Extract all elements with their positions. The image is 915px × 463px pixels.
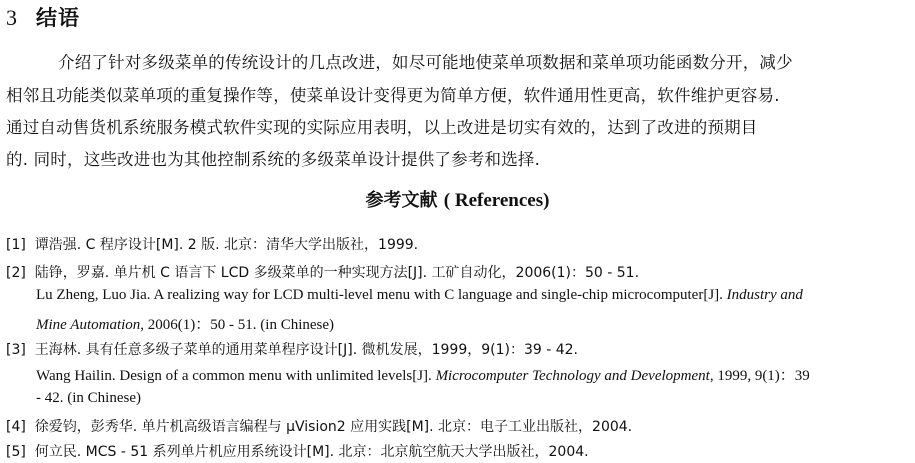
reference-2-en-text: Lu Zheng, Luo Jia. A realizing way for LCD multi-level menu with C language and single-chip microcomputer[J]. [36, 287, 723, 303]
reference-2-english-line-2 [36, 313, 334, 334]
reference-5-text: 何立民. MCS - 51 系列单片机应用系统设计[M]. 北京：北京航空航天大学出版社，2004. [34, 444, 589, 460]
section-number: 3 [6, 5, 18, 30]
reference-2-en-journal-cont: Mine Automation [36, 317, 141, 333]
references-heading-en: ( References) [443, 190, 550, 211]
reference-2-en-details: , 2006(1)：50 - 51. (in Chinese) [140, 317, 335, 333]
reference-1 [6, 234, 418, 254]
reference-2-english-line-1 [36, 287, 803, 304]
reference-3-english-line-1 [36, 364, 810, 385]
reference-3-en-text: Wang Hailin. Design of a common menu with unlimited levels[J]. [36, 368, 432, 384]
section-heading [6, 2, 80, 32]
reference-3-english-line-2: - 42. (in Chinese) [36, 390, 141, 406]
section-title: 结语 [36, 6, 80, 30]
paragraph-line-1: 介绍了针对多级菜单的传统设计的几点改进，如尽可能地使菜单项数据和菜单项功能函数分开，减少 [58, 53, 793, 72]
reference-2-text: 陆铮，罗嘉. 单片机 C 语言下 LCD 多级菜单的一种实现方法[J]. 工矿自动化，2006(1)：50 - 51. [34, 265, 640, 281]
reference-2 [6, 262, 639, 282]
reference-3 [6, 339, 578, 359]
reference-3-text: 王海林. 具有任意多级子菜单的通用菜单程序设计[J]. 微机发展，1999，9(1)：39 - 42. [34, 342, 579, 358]
reference-2-label: [2] [6, 265, 26, 281]
reference-5 [6, 441, 589, 461]
paragraph-line-4: 的. 同时，这些改进也为其他控制系统的多级菜单设计提供了参考和选择. [6, 150, 541, 169]
reference-3-label: [3] [6, 342, 26, 358]
reference-4-label: [4] [6, 419, 26, 435]
reference-1-label: [1] [6, 237, 26, 253]
reference-2-en-journal: Industry and [726, 287, 803, 303]
reference-4-text: 徐爱钧，彭秀华. 单片机高级语言编程与 μVision2 应用实践[M]. 北京：电子工业出版社，2004. [34, 419, 633, 435]
reference-3-en-details: , 1999, 9(1)：39 [709, 368, 810, 384]
references-heading [0, 186, 915, 212]
reference-5-label: [5] [6, 444, 26, 460]
reference-1-text: 谭浩强. C 程序设计[M]. 2 版. 北京：清华大学出版社，1999. [34, 237, 419, 253]
references-heading-cn: 参考文献 [365, 190, 438, 211]
paragraph-line-2: 相邻且功能类似菜单项的重复操作等，使菜单设计变得更为简单方便，软件通用性更高，软件维护更容易. [6, 86, 780, 105]
reference-3-en-journal: Microcomputer Technology and Development [435, 368, 710, 384]
reference-4 [6, 416, 632, 436]
paragraph-line-3: 通过自动售货机系统服务模式软件实现的实际应用表明，以上改进是切实有效的，达到了改进的预期目 [6, 118, 758, 137]
